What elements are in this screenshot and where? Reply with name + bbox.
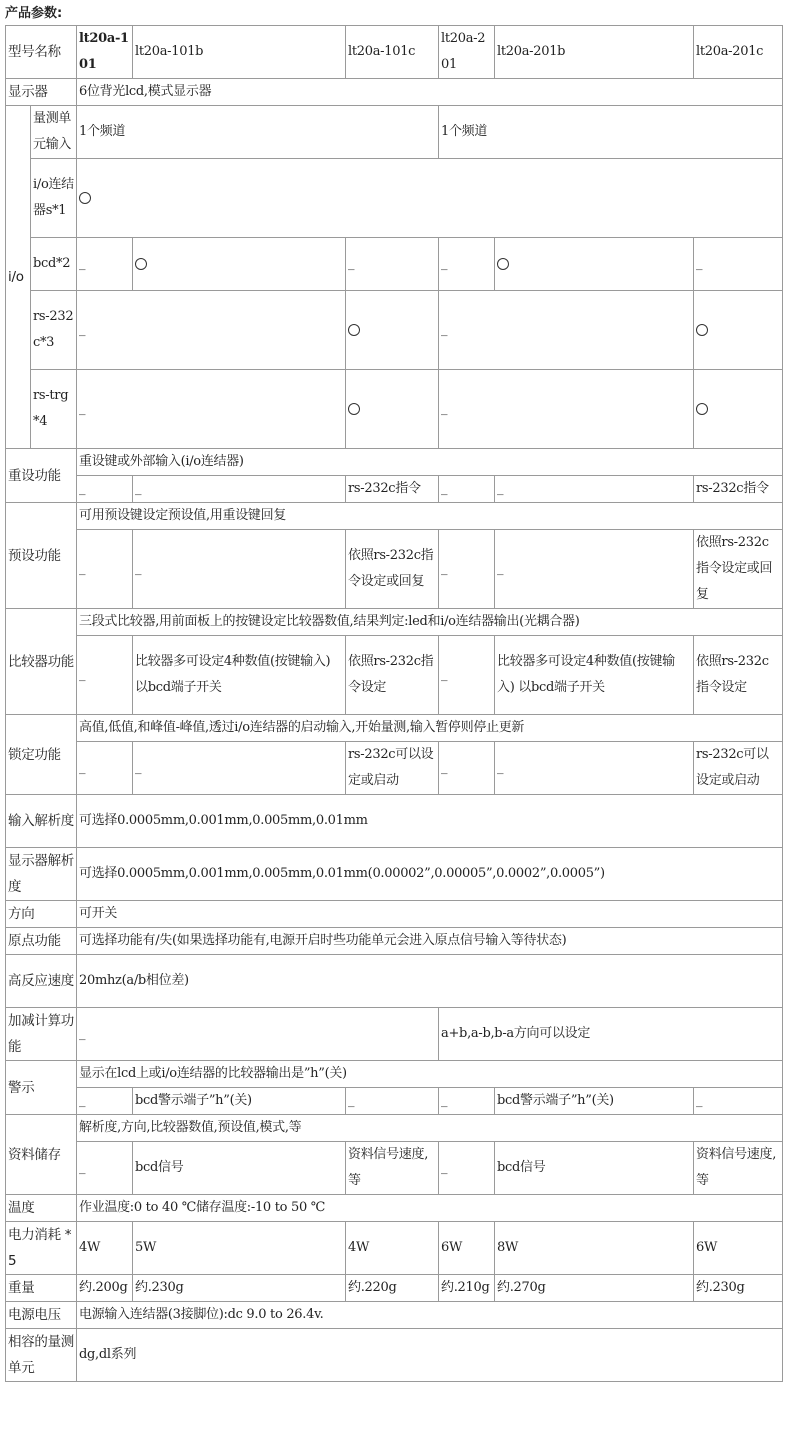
alarm-m6: _ xyxy=(694,1088,783,1115)
alarm-desc: 显示在lcd上或i/o连结器的比较器输出是”h”(关) xyxy=(77,1061,783,1088)
row-display xyxy=(6,79,783,106)
row-reset-values xyxy=(6,476,783,503)
reset-m2: _ xyxy=(133,476,346,503)
circle-icon xyxy=(135,258,147,270)
row-unit-input xyxy=(6,106,783,159)
row-input-resolution xyxy=(6,795,783,848)
power-m4: 6W xyxy=(439,1222,495,1275)
storage-m6: 资料信号速度,等 xyxy=(694,1142,783,1195)
label-compatible-units: 相容的量测单元 xyxy=(6,1329,77,1382)
comparator-m1: _ xyxy=(77,636,133,715)
alarm-m1: _ xyxy=(77,1088,133,1115)
row-lock-desc xyxy=(6,715,783,742)
model-lt20a-101b: lt20a-101b xyxy=(133,26,346,79)
row-response xyxy=(6,955,783,1008)
label-input-resolution: 输入解析度 xyxy=(6,795,77,848)
row-alarm-values xyxy=(6,1088,783,1115)
bcd-m5 xyxy=(495,238,694,291)
row-rs232c xyxy=(6,291,783,370)
label-unit-input: 量测单元输入 xyxy=(31,106,77,159)
power-m1: 4W xyxy=(77,1222,133,1275)
label-direction: 方向 xyxy=(6,901,77,928)
row-bcd xyxy=(6,238,783,291)
row-model-name xyxy=(6,26,783,79)
model-lt20a-201b: lt20a-201b xyxy=(495,26,694,79)
rs232c-m4-m5: _ xyxy=(439,291,694,370)
row-origin xyxy=(6,928,783,955)
label-weight: 重量 xyxy=(6,1275,77,1302)
lock-m5: _ xyxy=(495,742,694,795)
rs232c-m1-m2: _ xyxy=(77,291,346,370)
rstrg-m4-m5: _ xyxy=(439,370,694,449)
rstrg-m1-m2: _ xyxy=(77,370,346,449)
bcd-m2 xyxy=(133,238,346,291)
row-rstrg xyxy=(6,370,783,449)
rstrg-m6 xyxy=(694,370,783,449)
row-lock-values xyxy=(6,742,783,795)
weight-m4: 约.210g xyxy=(439,1275,495,1302)
direction-value: 可开关 xyxy=(77,901,783,928)
row-reset-desc xyxy=(6,449,783,476)
label-temperature: 温度 xyxy=(6,1195,77,1222)
rstrg-m3 xyxy=(346,370,439,449)
model-lt20a-101c: lt20a-101c xyxy=(346,26,439,79)
display-value: 6位背光lcd,模式显示器 xyxy=(77,79,783,106)
label-comparator: 比较器功能 xyxy=(6,609,77,715)
preset-m3: 依照rs-232c指令设定或回复 xyxy=(346,530,439,609)
alarm-m4: _ xyxy=(439,1088,495,1115)
power-m5: 8W xyxy=(495,1222,694,1275)
row-comparator-values xyxy=(6,636,783,715)
circle-icon xyxy=(348,324,360,336)
row-supply-voltage xyxy=(6,1302,783,1329)
display-resolution-value: 可选择0.0005mm,0.001mm,0.005mm,0.01mm(0.00002”,0.00005”,0.0002”,0.0005”) xyxy=(77,848,783,901)
comparator-m4: _ xyxy=(439,636,495,715)
model-lt20a-201c: lt20a-201c xyxy=(694,26,783,79)
circle-icon xyxy=(696,324,708,336)
row-io-connector xyxy=(6,159,783,238)
power-m2: 5W xyxy=(133,1222,346,1275)
weight-m3: 约.220g xyxy=(346,1275,439,1302)
preset-m5: _ xyxy=(495,530,694,609)
label-display-resolution: 显示器解析度 xyxy=(6,848,77,901)
label-alarm: 警示 xyxy=(6,1061,77,1115)
preset-m4: _ xyxy=(439,530,495,609)
storage-m2: bcd信号 xyxy=(133,1142,346,1195)
rs232c-m6 xyxy=(694,291,783,370)
row-power xyxy=(6,1222,783,1275)
weight-m1: 约.200g xyxy=(77,1275,133,1302)
reset-m3: rs-232c指令 xyxy=(346,476,439,503)
label-lock: 锁定功能 xyxy=(6,715,77,795)
row-direction xyxy=(6,901,783,928)
label-power: 电力消耗 *5 xyxy=(6,1222,77,1275)
row-temperature xyxy=(6,1195,783,1222)
reset-m6: rs-232c指令 xyxy=(694,476,783,503)
comparator-desc: 三段式比较器,用前面板上的按键设定比较器数值,结果判定:led和i/o连结器输出(光耦合器) xyxy=(77,609,783,636)
preset-m1: _ xyxy=(77,530,133,609)
rs232c-m3 xyxy=(346,291,439,370)
lock-m4: _ xyxy=(439,742,495,795)
temperature-value: 作业温度:0 to 40 ℃储存温度:-10 to 50 ℃ xyxy=(77,1195,783,1222)
row-compatible-units xyxy=(6,1329,783,1382)
preset-m2: _ xyxy=(133,530,346,609)
model-lt20a-101: lt20a-101 xyxy=(77,26,133,79)
storage-m1: _ xyxy=(77,1142,133,1195)
preset-desc: 可用预设键设定预设值,用重设键回复 xyxy=(77,503,783,530)
lock-m3: rs-232c可以设定或启动 xyxy=(346,742,439,795)
label-response: 高反应速度 xyxy=(6,955,77,1008)
preset-m6: 依照rs-232c指令设定或回复 xyxy=(694,530,783,609)
reset-m1: _ xyxy=(77,476,133,503)
row-preset-desc xyxy=(6,503,783,530)
row-storage-desc xyxy=(6,1115,783,1142)
addsub-group2: a+b,a-b,b-a方向可以设定 xyxy=(439,1008,783,1061)
response-value: 20mhz(a/b相位差) xyxy=(77,955,783,1008)
origin-value: 可选择功能有/失(如果选择功能有,电源开启时些功能单元会进入原点信号输入等待状态) xyxy=(77,928,783,955)
page-heading: 产品参数: xyxy=(5,6,63,21)
label-supply-voltage: 电源电压 xyxy=(6,1302,77,1329)
label-reset: 重设功能 xyxy=(6,449,77,503)
bcd-m3: _ xyxy=(346,238,439,291)
row-addsub xyxy=(6,1008,783,1061)
label-rs232c: rs-232c*3 xyxy=(31,291,77,370)
label-io-connector: i/o连结器s*1 xyxy=(31,159,77,238)
lock-m2: _ xyxy=(133,742,346,795)
comparator-m5: 比较器多可设定4种数值(按键输入) 以bcd端子开关 xyxy=(495,636,694,715)
storage-desc: 解析度,方向,比较器数值,预设值,模式,等 xyxy=(77,1115,783,1142)
model-lt20a-201: lt20a-201 xyxy=(439,26,495,79)
comparator-m2: 比较器多可设定4种数值(按键输入) 以bcd端子开关 xyxy=(133,636,346,715)
spec-table xyxy=(5,25,783,1382)
reset-desc: 重设键或外部输入(i/o连结器) xyxy=(77,449,783,476)
power-m6: 6W xyxy=(694,1222,783,1275)
label-origin: 原点功能 xyxy=(6,928,77,955)
bcd-m1: _ xyxy=(77,238,133,291)
weight-m6: 约.230g xyxy=(694,1275,783,1302)
label-storage: 资料储存 xyxy=(6,1115,77,1195)
alarm-m3: _ xyxy=(346,1088,439,1115)
row-display-resolution xyxy=(6,848,783,901)
compatible-units-value: dg,dl系列 xyxy=(77,1329,783,1382)
weight-m5: 约.270g xyxy=(495,1275,694,1302)
row-weight xyxy=(6,1275,783,1302)
circle-icon xyxy=(696,403,708,415)
addsub-group1: _ xyxy=(77,1008,439,1061)
row-storage-values xyxy=(6,1142,783,1195)
reset-m5: _ xyxy=(495,476,694,503)
lock-m1: _ xyxy=(77,742,133,795)
alarm-m5: bcd警示端子”h”(关) xyxy=(495,1088,694,1115)
unit-input-group1: 1个频道 xyxy=(77,106,439,159)
label-addsub: 加减计算功能 xyxy=(6,1008,77,1061)
comparator-m3: 依照rs-232c指令设定 xyxy=(346,636,439,715)
circle-icon xyxy=(348,403,360,415)
storage-m4: _ xyxy=(439,1142,495,1195)
lock-desc: 高值,低值,和峰值-峰值,透过i/o连结器的启动输入,开始量测,输入暂停则停止更新 xyxy=(77,715,783,742)
label-bcd: bcd*2 xyxy=(31,238,77,291)
comparator-m6: 依照rs-232c指令设定 xyxy=(694,636,783,715)
bcd-m4: _ xyxy=(439,238,495,291)
weight-m2: 约.230g xyxy=(133,1275,346,1302)
circle-icon xyxy=(79,192,91,204)
io-connector-value xyxy=(77,159,783,238)
row-comparator-desc xyxy=(6,609,783,636)
supply-voltage-value: 电源输入连结器(3接脚位):dc 9.0 to 26.4v. xyxy=(77,1302,783,1329)
row-alarm-desc xyxy=(6,1061,783,1088)
storage-m3: 资料信号速度,等 xyxy=(346,1142,439,1195)
storage-m5: bcd信号 xyxy=(495,1142,694,1195)
lock-m6: rs-232c可以设定或启动 xyxy=(694,742,783,795)
input-resolution-value: 可选择0.0005mm,0.001mm,0.005mm,0.01mm xyxy=(77,795,783,848)
unit-input-group2: 1个频道 xyxy=(439,106,783,159)
circle-icon xyxy=(497,258,509,270)
label-display: 显示器 xyxy=(6,79,77,106)
alarm-m2: bcd警示端子”h”(关) xyxy=(133,1088,346,1115)
label-preset: 预设功能 xyxy=(6,503,77,609)
label-io: i/o xyxy=(6,106,31,449)
power-m3: 4W xyxy=(346,1222,439,1275)
label-model-name: 型号名称 xyxy=(6,26,77,79)
label-rstrg: rs-trg*4 xyxy=(31,370,77,449)
bcd-m6: _ xyxy=(694,238,783,291)
row-preset-values xyxy=(6,530,783,609)
reset-m4: _ xyxy=(439,476,495,503)
